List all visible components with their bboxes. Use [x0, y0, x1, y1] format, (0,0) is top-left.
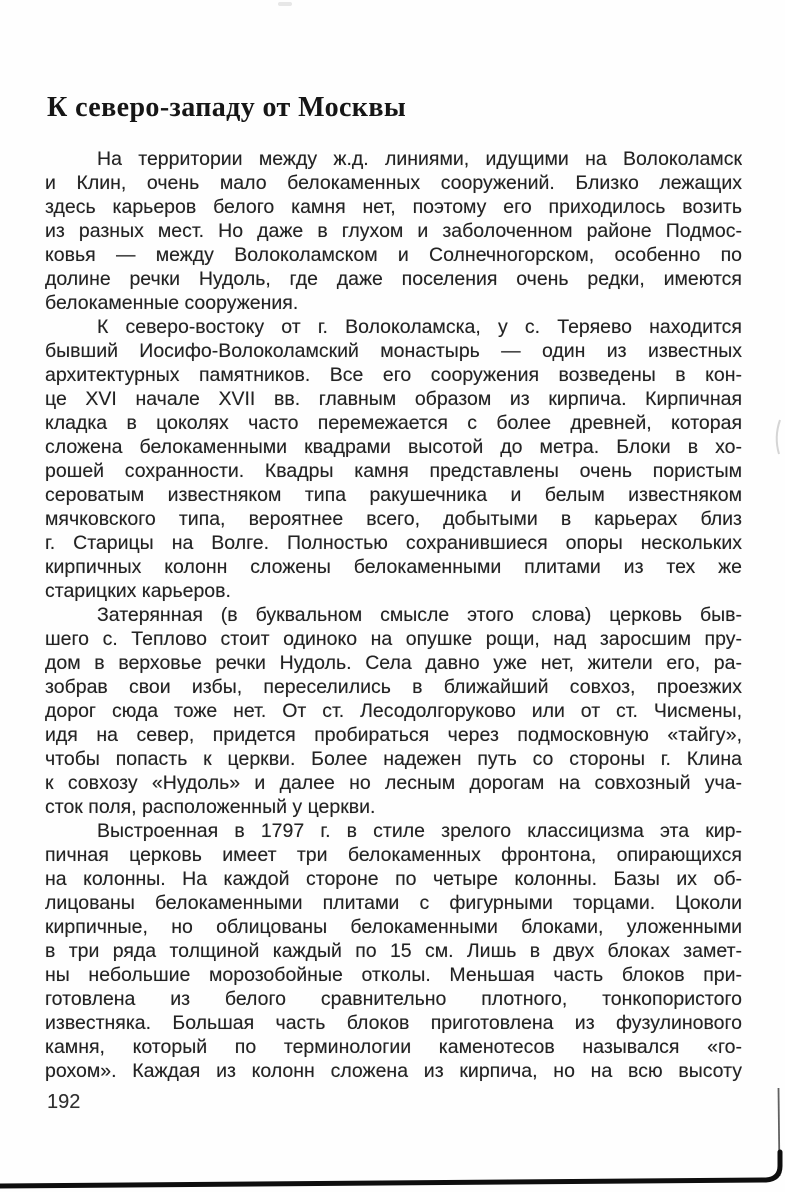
text-line: чтобы попасть к церкви. Более надежен путь со стороны г. Клина — [45, 748, 742, 770]
text-line: готовлена из белого сравнительно плотного, тонкопористого — [45, 988, 742, 1010]
text-line: долине речки Нудоль, где даже поселения очень редки, имеются — [45, 268, 742, 290]
text-line: здесь карьеров белого камня нет, поэтому его приходилось возить — [45, 196, 742, 218]
text-line: из разных мест. Но даже в глухом и заболоченном районе Подмос- — [45, 220, 742, 242]
page-title: К северо-западу от Москвы — [47, 92, 407, 123]
text-line: пичная церковь имеет три белокаменных фронтона, опирающихся — [45, 844, 742, 866]
text-line: г. Старицы на Волге. Полностью сохранившиеся опоры нескольких — [45, 532, 742, 554]
text-line: и Клин, очень мало белокаменных сооружений. Близко лежащих — [45, 172, 742, 194]
text-line: ковья — между Волоколамском и Солнечногорском, особенно по — [45, 244, 742, 266]
text-line: Выстроенная в 1797 г. в стиле зрелого классицизма эта кир- — [97, 820, 742, 842]
text-line: мячковского типа, вероятнее всего, добытыми в карьерах близ — [45, 508, 742, 530]
text-line: К северо-востоку от г. Волоколамска, у с. Теряево находится — [97, 316, 742, 338]
text-line: к совхозу «Нудоль» и далее но лесным дорогам на совхозный уча- — [45, 772, 742, 794]
text-line: це XVI начале XVII вв. главным образом из кирпича. Кирпичная — [45, 388, 742, 410]
paragraph — [45, 603, 742, 819]
text-line: известняка. Большая часть блоков приготовлена из фузулинового — [45, 1012, 742, 1034]
paragraph — [45, 147, 742, 315]
page-number: 192 — [47, 1091, 81, 1113]
text-line: дорог сюда тоже нет. От ст. Лесодолгоруково или от ст. Чисмены, — [45, 700, 742, 722]
text-line: кирпичных колонн сложены белокаменными плитами из тех же — [45, 556, 742, 578]
text-line: на колонны. На каждой стороне по четыре колонны. Базы их об- — [45, 868, 742, 890]
paragraph — [45, 315, 742, 603]
text-line: Затерянная (в буквальном смысле этого слова) церковь быв- — [97, 604, 742, 626]
text-line: рошей сохранности. Квадры камня представлены очень пористым — [45, 460, 742, 482]
text-line: зобрав свои избы, переселились в ближайший совхоз, проезжих — [45, 676, 742, 698]
text-line: архитектурных памятников. Все его сооружения возведены в кон- — [45, 364, 742, 386]
paragraph — [45, 819, 742, 1083]
text-line: сложена белокаменными квадрами высотой до метра. Блоки в хо- — [45, 436, 742, 458]
text-line: кирпичные, но облицованы белокаменными блоками, уложенными — [45, 916, 742, 938]
text-line: бывший Иосифо-Волоколамский монастырь — один из известных — [45, 340, 742, 362]
text-line: камня, который по терминологии каменотесов назывался «го- — [45, 1036, 742, 1058]
page-edge-right — [779, 1088, 780, 1176]
page-curl-artifact — [777, 420, 780, 454]
body-text — [45, 147, 742, 1083]
text-line: кладка в цоколях часто перемежается с более древней, которая — [45, 412, 742, 434]
text-line: сероватым известняком типа ракушечника и белым известняком — [45, 484, 742, 506]
page-edge-bottom — [0, 1152, 780, 1186]
text-line: белокаменные сооружения. — [45, 292, 299, 314]
text-line: идя на север, придется пробираться через подмосковную «тайгу», — [45, 724, 742, 746]
text-line: шего с. Теплово стоит одиноко на опушке рощи, над заросшим пру- — [45, 628, 742, 650]
text-line: дом в верховье речки Нудоль. Села давно уже нет, жители его, ра- — [45, 652, 742, 674]
text-line: лицованы белокаменными плитами с фигурными торцами. Цоколи — [45, 892, 742, 914]
text-line: сток поля, расположенный у церкви. — [45, 796, 376, 818]
text-line: рохом». Каждая из колонн сложена из кирпича, но на всю высоту — [45, 1060, 742, 1082]
text-line: На территории между ж.д. линиями, идущими на Волоколамск — [97, 148, 742, 170]
text-line: ны небольшие морозобойные отколы. Меньшая часть блоков при- — [45, 964, 742, 986]
text-line: старицких карьеров. — [45, 580, 231, 602]
scan-speck-artifact — [278, 2, 292, 6]
text-line: в три ряда толщиной каждый по 15 см. Лишь в двух блоках замет- — [45, 940, 742, 962]
